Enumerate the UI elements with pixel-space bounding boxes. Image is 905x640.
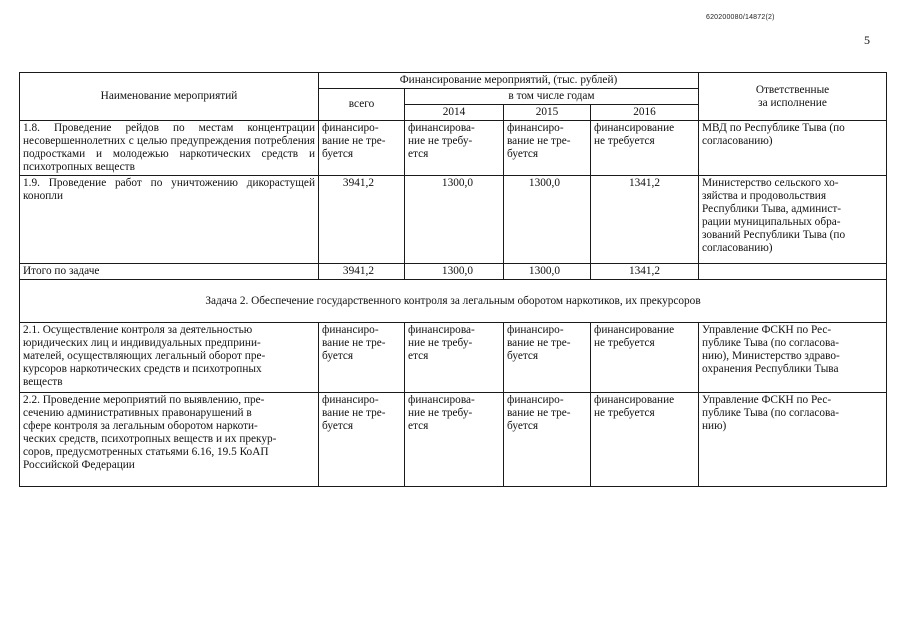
row-total: финансиро- вание не тре- буется xyxy=(319,393,405,487)
row-2015: 1300,0 xyxy=(504,264,591,280)
task-2-heading: Задача 2. Обеспечение государственного контроля за легальным оборотом наркотиков, их прекурсоров xyxy=(20,280,887,323)
header-year-2014: 2014 xyxy=(405,105,504,121)
row-2014: финансирова- ние не требу- ется xyxy=(405,323,504,393)
row-2016: финансирование не требуется xyxy=(591,121,699,176)
header-total: всего xyxy=(319,89,405,121)
task-heading-row xyxy=(20,280,887,323)
row-total: 3941,2 xyxy=(319,176,405,264)
document-number: 620200080/14872(2) xyxy=(706,14,775,21)
financing-table xyxy=(19,72,887,487)
row-2016: финансирование не требуется xyxy=(591,323,699,393)
row-total: финансиро- вание не тре- буется xyxy=(319,323,405,393)
row-2014: финансирова- ние не требу- ется xyxy=(405,393,504,487)
row-2014: 1300,0 xyxy=(405,264,504,280)
row-name: 2.2. Проведение мероприятий по выявлению, пре- сечению административных правонарушений в сфере контроля за легальным оборотом наркоти- ческих средств, психотропных веществ и их прекур- соров, предусмотренных статьями 6.16, 19.5 КоАП Российской Федерации xyxy=(20,393,319,487)
row-2015: финансиро- вание не тре- буется xyxy=(504,121,591,176)
row-name: 1.8. Проведение рейдов по местам концентрации несовершеннолетних с целью предупреждения потребления подростками и молодежью наркотических средств и психотропных веществ xyxy=(20,121,319,176)
row-2015: 1300,0 xyxy=(504,176,591,264)
table-row-total xyxy=(20,264,887,280)
row-responsible xyxy=(699,264,887,280)
header-row-1 xyxy=(20,73,887,89)
header-responsible: Ответственные за исполнение xyxy=(699,73,887,121)
header-including: в том числе годам xyxy=(405,89,699,105)
row-2016: 1341,2 xyxy=(591,176,699,264)
row-name: 1.9. Проведение работ по уничтожению дикорастущей конопли xyxy=(20,176,319,264)
table-row xyxy=(20,323,887,393)
row-total: финансиро- вание не тре- буется xyxy=(319,121,405,176)
header-financing: Финансирование мероприятий, (тыс. рублей) xyxy=(319,73,699,89)
row-name: 2.1. Осуществление контроля за деятельностью юридических лиц и индивидуальных предприни- мателей, осуществляющих легальный оборот пре- курсоров наркотических средств и психотропных веществ xyxy=(20,323,319,393)
header-year-2015: 2015 xyxy=(504,105,591,121)
header-year-2016: 2016 xyxy=(591,105,699,121)
row-name: Итого по задаче xyxy=(20,264,319,280)
row-total: 3941,2 xyxy=(319,264,405,280)
table-row xyxy=(20,393,887,487)
row-2014: 1300,0 xyxy=(405,176,504,264)
table-row xyxy=(20,176,887,264)
row-2016: финансирование не требуется xyxy=(591,393,699,487)
row-2015: финансиро- вание не тре- буется xyxy=(504,393,591,487)
row-responsible: Министерство сельского хо- зяйства и продовольствия Республики Тыва, админист- рации муниципальных обра- зований Республики Тыва (по согласованию) xyxy=(699,176,887,264)
row-responsible: МВД по Республике Тыва (по согласованию) xyxy=(699,121,887,176)
row-responsible: Управление ФСКН по Рес- публике Тыва (по согласова- нию), Министерство здраво- охранения Республики Тыва xyxy=(699,323,887,393)
row-2016: 1341,2 xyxy=(591,264,699,280)
table-row xyxy=(20,121,887,176)
header-name: Наименование мероприятий xyxy=(20,73,319,121)
row-responsible: Управление ФСКН по Рес- публике Тыва (по согласова- нию) xyxy=(699,393,887,487)
page-number: 5 xyxy=(864,33,870,47)
row-2015: финансиро- вание не тре- буется xyxy=(504,323,591,393)
row-2014: финансирова- ние не требу- ется xyxy=(405,121,504,176)
